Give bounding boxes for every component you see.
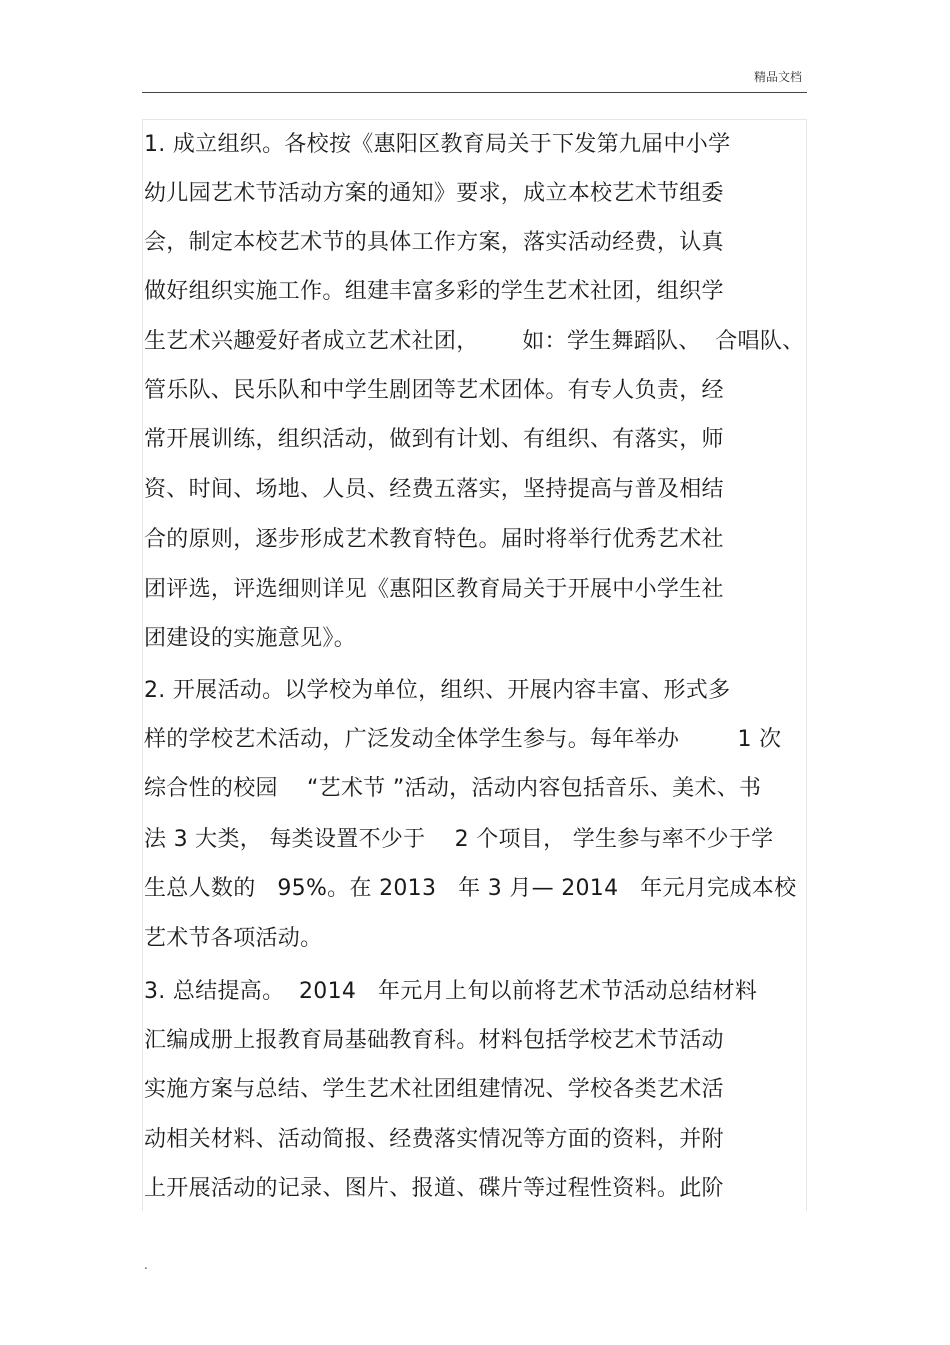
- body-line: 2. 开展活动。以学校为单位，组织、开展内容丰富、形式多: [144, 678, 731, 703]
- page-frame-left: [142, 119, 143, 1211]
- body-line: 团建设的实施意见》。: [144, 626, 357, 651]
- body-line: 做好组织实施工作。组建丰富多彩的学生艺术社团，组织学: [144, 279, 724, 304]
- body-line: 合的原则，逐步形成艺术教育特色。届时将举行优秀艺术社: [144, 527, 724, 552]
- page-frame-right: [806, 119, 807, 1211]
- body-line: 会，制定本校艺术节的具体工作方案，落实活动经费，认真: [144, 230, 724, 255]
- body-line: 艺术节各项活动。: [144, 926, 323, 951]
- body-line: 上开展活动的记录、图片、报道、碟片等过程性资料。此阶: [144, 1176, 724, 1201]
- body-line: 幼儿园艺术节活动方案的通知》要求，成立本校艺术节组委: [144, 181, 724, 206]
- body-line: 样的学校艺术活动，广泛发动全体学生参与。每年举办 1 次: [144, 727, 782, 752]
- header-rule: [142, 92, 807, 93]
- body-line: 团评选，评选细则详见《惠阳区教育局关于开展中小学生社: [144, 577, 724, 602]
- body-line: 常开展训练，组织活动，做到有计划、有组织、有落实，师: [144, 427, 724, 452]
- body-line: 管乐队、民乐队和中学生剧团等艺术团体。有专人负责，经: [144, 378, 724, 403]
- body-line: 1. 成立组织。各校按《惠阳区教育局关于下发第九届中小学: [144, 132, 731, 157]
- body-line: 法 3 大类， 每类设置不少于 2 个项目， 学生参与率不少于学: [144, 827, 774, 852]
- body-line: 生艺术兴趣爱好者成立艺术社团， 如：学生舞蹈队、 合唱队、: [144, 329, 805, 354]
- header-label: 精品文档: [753, 70, 802, 84]
- body-line: 生总人数的 95%。在 2013 年 3 月— 2014 年元月完成本校: [144, 876, 797, 901]
- body-line: 3. 总结提高。 2014 年元月上旬以前将艺术节活动总结材料: [144, 979, 758, 1004]
- body-line: 汇编成册上报教育局基础教育科。材料包括学校艺术节活动: [144, 1028, 724, 1053]
- body-line: 资、时间、场地、人员、经费五落实，坚持提高与普及相结: [144, 477, 724, 502]
- body-line: 实施方案与总结、学生艺术社团组建情况、学校各类艺术活: [144, 1077, 724, 1102]
- body-line: 动相关材料、活动简报、经费落实情况等方面的资料，并附: [144, 1127, 724, 1152]
- footer-mark: .: [144, 1258, 148, 1272]
- body-line: 综合性的校园 “艺术节 ”活动，活动内容包括音乐、美术、书: [144, 776, 762, 801]
- page-frame-top: [142, 119, 807, 120]
